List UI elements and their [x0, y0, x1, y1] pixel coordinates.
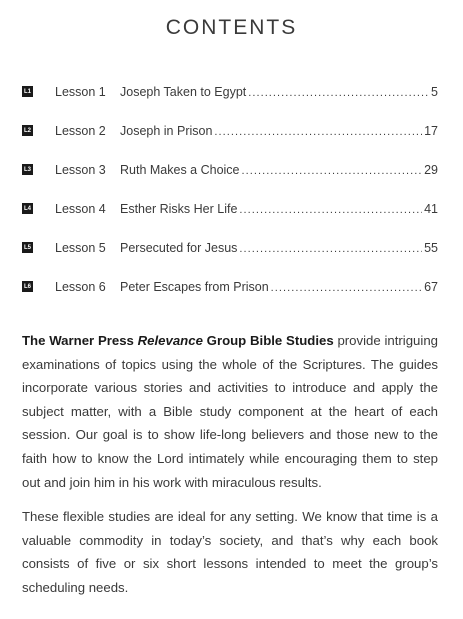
lesson-badge-icon: L5 — [22, 242, 33, 253]
toc-row-lesson-6[interactable] — [22, 267, 438, 306]
page-number: 55 — [424, 240, 438, 255]
page-title: CONTENTS — [165, 16, 298, 39]
lesson-badge-icon: L4 — [22, 203, 33, 214]
lesson-number: Lesson 5 — [55, 240, 106, 255]
lesson-badge-icon: L2 — [22, 125, 33, 136]
page-number: 67 — [424, 279, 438, 294]
series-name — [22, 333, 334, 348]
page-number: 17 — [424, 123, 438, 138]
lesson-badge-icon: L1 — [22, 86, 33, 97]
series-name-suffix: Group Bible Studies — [202, 333, 334, 348]
page-number: 5 — [431, 84, 438, 99]
intro-paragraph-1 — [22, 329, 438, 494]
dot-leader — [271, 282, 422, 294]
lesson-title: Persecuted for Jesus — [120, 240, 238, 255]
toc-row-lesson-3[interactable] — [22, 150, 438, 189]
lesson-number: Lesson 3 — [55, 162, 106, 177]
toc-row-lesson-4[interactable] — [22, 189, 438, 228]
series-name-prefix: The Warner Press — [22, 333, 138, 348]
intro-text — [22, 329, 438, 611]
lesson-number: Lesson 2 — [55, 123, 106, 138]
dot-leader — [214, 126, 422, 138]
lesson-number: Lesson 1 — [55, 84, 106, 99]
dot-leader — [248, 87, 429, 99]
lesson-title: Joseph in Prison — [120, 123, 213, 138]
dot-leader — [239, 204, 422, 216]
lesson-number: Lesson 4 — [55, 201, 106, 216]
toc-row-lesson-5[interactable] — [22, 228, 438, 267]
lesson-title: Peter Escapes from Prison — [120, 279, 269, 294]
toc-row-lesson-1[interactable] — [22, 72, 438, 111]
page-number: 41 — [424, 201, 438, 216]
series-name-italic: Relevance — [137, 333, 203, 348]
lesson-title: Esther Risks Her Life — [120, 201, 238, 216]
lesson-number: Lesson 6 — [55, 279, 106, 294]
lesson-badge-icon: L3 — [22, 164, 33, 175]
lesson-title: Joseph Taken to Egypt — [120, 84, 247, 99]
page-number: 29 — [424, 162, 438, 177]
intro-paragraph-2: These flexible studies are ideal for any setting. We know that time is a valuable commodity in today’s society, and that’s why each book consists of five or six short lessons intended to meet the group’s scheduling needs. — [22, 509, 438, 595]
intro-paragraph-1-text: provide intriguing examinations of topics using the whole of the Scriptures. The guides incorporate various stories and activities to introduce and apply the subject matter, with a Bible study component at the heart of each session. Our goal is to show life-long believers and those new to the faith how to know the Lord intimately while encouraging them to step out and join him in his work with miraculous results. — [22, 333, 438, 490]
table-of-contents — [22, 72, 438, 306]
dot-leader — [242, 165, 423, 177]
dot-leader — [239, 243, 422, 255]
lesson-title: Ruth Makes a Choice — [120, 162, 240, 177]
lesson-badge-icon: L6 — [22, 281, 33, 292]
toc-row-lesson-2[interactable] — [22, 111, 438, 150]
